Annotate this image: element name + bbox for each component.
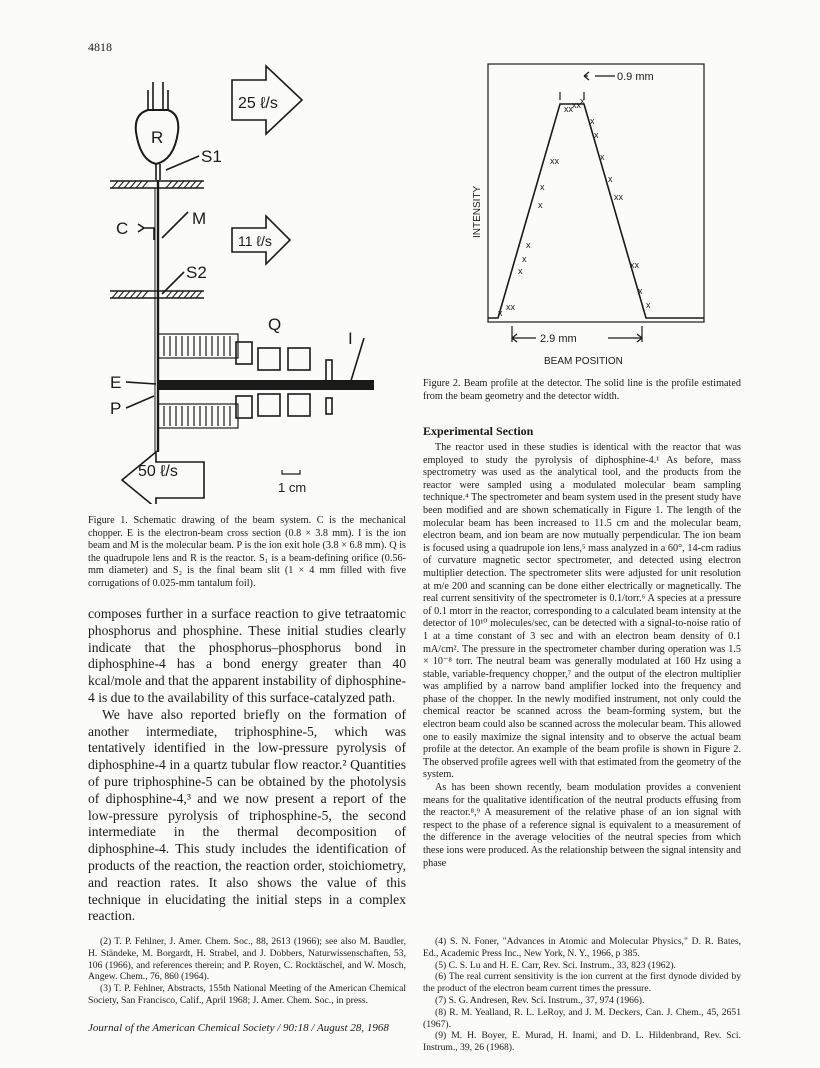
- point-marker: x: [522, 254, 527, 264]
- journal-footer: Journal of the American Chemical Society / 90:18 / August 28, 1968: [88, 1022, 389, 1034]
- left-body-text: [88, 606, 406, 925]
- reference-3: (3) T. P. Fehlner, Abstracts, 155th National Meeting of the American Chemical Society, San Francisco, Calif., April 1968; J. Amer. Chem. Soc., in press.: [88, 983, 406, 1006]
- point-marker: x: [540, 182, 545, 192]
- label-Q: Q: [268, 315, 282, 334]
- label-E: E: [110, 373, 122, 392]
- reference-8: (8) R. M. Yealland, R. L. LeRoy, and J. M. Deckers, Can. J. Chem., 45, 2651 (1967).: [423, 1006, 741, 1030]
- x-axis-label: BEAM POSITION: [544, 356, 623, 367]
- reference-5: (5) C. S. Lu and H. E. Carr, Rev. Sci. Instrum., 33, 823 (1962).: [435, 959, 676, 971]
- point-marker: x: [498, 308, 503, 318]
- right-references: [423, 936, 741, 1054]
- label-S1: S1: [201, 147, 222, 166]
- scale-label: 1 cm: [278, 480, 307, 495]
- reference-7: (7) S. G. Andresen, Rev. Sci. Instrum., 37, 974 (1966).: [435, 994, 645, 1006]
- experimental-text: [423, 442, 741, 870]
- left-paragraph-2: We have also reported briefly on the formation of another intermediate, triphosphine-5, which was tentatively identified in the low-pressure pyrolysis of diphosphine-4 in a quartz tubular flow reactor.² Quantities of pure triphosphine-5 can be obtained by the photolysis of diphosphine-4,³ and we now present a report of the low-pressure pyrolysis of triphosphine-5, the second intermediate in the thermal decomposition of diphosphine-4. This study includes the identification of products of the reaction, the reaction order, stoichiometry, and reaction rates. It also shows the value of this technique in elucidating the initial steps in a complex reaction.: [88, 706, 406, 924]
- point-marker: x: [594, 130, 599, 140]
- y-axis-label: INTENSITY: [472, 185, 483, 238]
- point-marker: xx: [630, 260, 639, 270]
- bottom-width-label: 2.9 mm: [540, 333, 577, 345]
- point-marker: xx: [614, 192, 623, 202]
- experimental-paragraph-1: The reactor used in these studies is identical with the reactor that was employed to study the pyrolysis of diphosphine-4.¹ As before, mass spectrometry was used as the analytical tool, and the products from the reactor were sampled using a modulated molecular beam sampling technique.⁴ The spectrometer and beam system used in the present study have been modified and are shown schematically in Figure 1. The length of the molecular beam has been increased to 11.5 cm and the molecular beam, electron beam, and ion beam are now mutually perpendicular. The ion beam is focused using a quadrupole ion lens,⁵ mass analyzed in a 60°, 14-cm radius of curvature magnetic sector spectrometer, and detected using electron multiplier detection. The spectrometer slits were adjusted for unit resolution at m/e 200 and scanning can be done either electrically or magnetically. The real current sensitivity of the spectrometer is 0.1/torr.⁶ A species at a pressure of 0.1 mtorr in the reactor, corresponding to a calculated beam intensity at the detector of 10¹⁰ molecules/sec, can be detected with a signal-to-noise ratio of 1 at a time constant of 3 sec and with an electron beam density of 0.1 mA/cm². The pressure in the spectrometer chamber during operation was 1.5 × 10⁻⁸ torr. The neutral beam was generally modulated at 160 Hz using a stable, variable-frequency chopper,⁷ and the output of the electron multiplier was amplified by a narrow band amplifier locked into the frequency and phase of the chopper. In the newly modified instrument, not only could the chemical reactor be scanned across the beam-forming system, but the electron beam could also be scanned across the molecular beam. This allowed one to easily maximize the signal intensity and to observe the actual beam profile at the detector. An example of the beam profile is shown in Figure 2. The observed profile agrees well with that estimated from the geometry of the system.: [423, 442, 741, 781]
- flow-label-top: 25 ℓ/s: [238, 95, 278, 112]
- left-paragraph-1: composes further in a surface reaction to give tetraatomic phosphorus and phosphine. These initial studies clearly indicate that the phosphorus–phosphorus bond in diphosphine-4 has a bond energy greater than 40 kcal/mole and that the apparent instability of diphosphine-4 is due to the availability of this surface-catalyzed path.: [88, 606, 406, 705]
- page-number: 4818: [88, 40, 112, 54]
- point-marker: xx: [564, 104, 573, 114]
- point-marker: x: [608, 174, 613, 184]
- point-marker: xx: [572, 100, 581, 110]
- point-marker: x: [600, 152, 605, 162]
- figure-1-caption: Figure 1. Schematic drawing of the beam system. C is the mechanical chopper. E is the electron-beam cross section (0.8 × 3.8 mm). I is the ion beam and M is the molecular beam. P is the ion exit hole (3.8 × 6.8 mm). Q is the quadrupole lens and R is the reactor. S₁ is a beam-defining orifice (0.56-mm diameter) and S₂ is the final beam slit (1 × 4 mm filled with five corrugations of 0.025-mm tantalum foil).: [88, 515, 406, 589]
- label-M: M: [192, 209, 207, 228]
- figure-1-schematic: [104, 52, 404, 504]
- label-S2: S2: [186, 263, 207, 282]
- top-width-label: 0.9 mm: [617, 71, 654, 83]
- reference-4: (4) S. N. Foner, "Advances in Atomic and Molecular Physics," D. R. Bates, Ed., Academic Press Inc., New York, N. Y., 1966, p 385.: [423, 936, 741, 959]
- section-heading: Experimental Section: [423, 424, 534, 438]
- point-marker: x: [646, 300, 651, 310]
- experimental-paragraph-2: As has been shown recently, beam modulation provides a convenient means for the qualitative identification of the neutral products effusing from the reactor.⁸,⁹ A measurement of the relative phase of an ion signal with respect to the phase of a reference signal is equivalent to a measurement of the difference in the average velocities of the neutral species from which these ions were produced. As the relationship between the signal intensity and phase: [423, 782, 741, 869]
- reference-6: (6) The real current sensitivity is the ion current at the first dynode divided by the product of the electron beam current times the pressure.: [423, 971, 741, 995]
- flow-label-mid: 11 ℓ/s: [238, 233, 272, 249]
- flow-label-bottom: 50 ℓ/s: [138, 463, 178, 480]
- left-references: [88, 936, 406, 1007]
- point-marker: x: [518, 266, 523, 276]
- figure-2-caption: Figure 2. Beam profile at the detector. The solid line is the profile estimated from the beam geometry and the detector width.: [423, 378, 741, 402]
- label-C: C: [116, 219, 129, 238]
- label-R: R: [151, 128, 164, 147]
- point-marker: x: [526, 240, 531, 250]
- reference-9: (9) M. H. Boyer, E. Murad, H. Inami, and D. L. Hildenbrand, Rev. Sci. Instrum., 39, 26 (1968).: [423, 1030, 741, 1054]
- point-marker: x: [580, 96, 585, 106]
- point-marker: xx: [550, 156, 559, 166]
- point-marker: xx: [506, 302, 515, 312]
- figure-2-beam-profile: [460, 62, 720, 372]
- label-P: P: [110, 399, 122, 418]
- point-marker: x: [538, 200, 543, 210]
- point-marker: x: [638, 286, 643, 296]
- label-I: I: [348, 329, 353, 348]
- reference-2: (2) T. P. Fehlner, J. Amer. Chem. Soc., 88, 2613 (1966); see also M. Baudler, H. Ständeke, M. Borgardt, H. Strabel, and J. Dobbers, Naturwissenschaften, 53, 106 (1966), and references therein; and P. Royen, C. Rocktäschel, and W. Mosch, Angew. Chem., 76, 860 (1964).: [88, 936, 406, 983]
- point-marker: x: [590, 116, 595, 126]
